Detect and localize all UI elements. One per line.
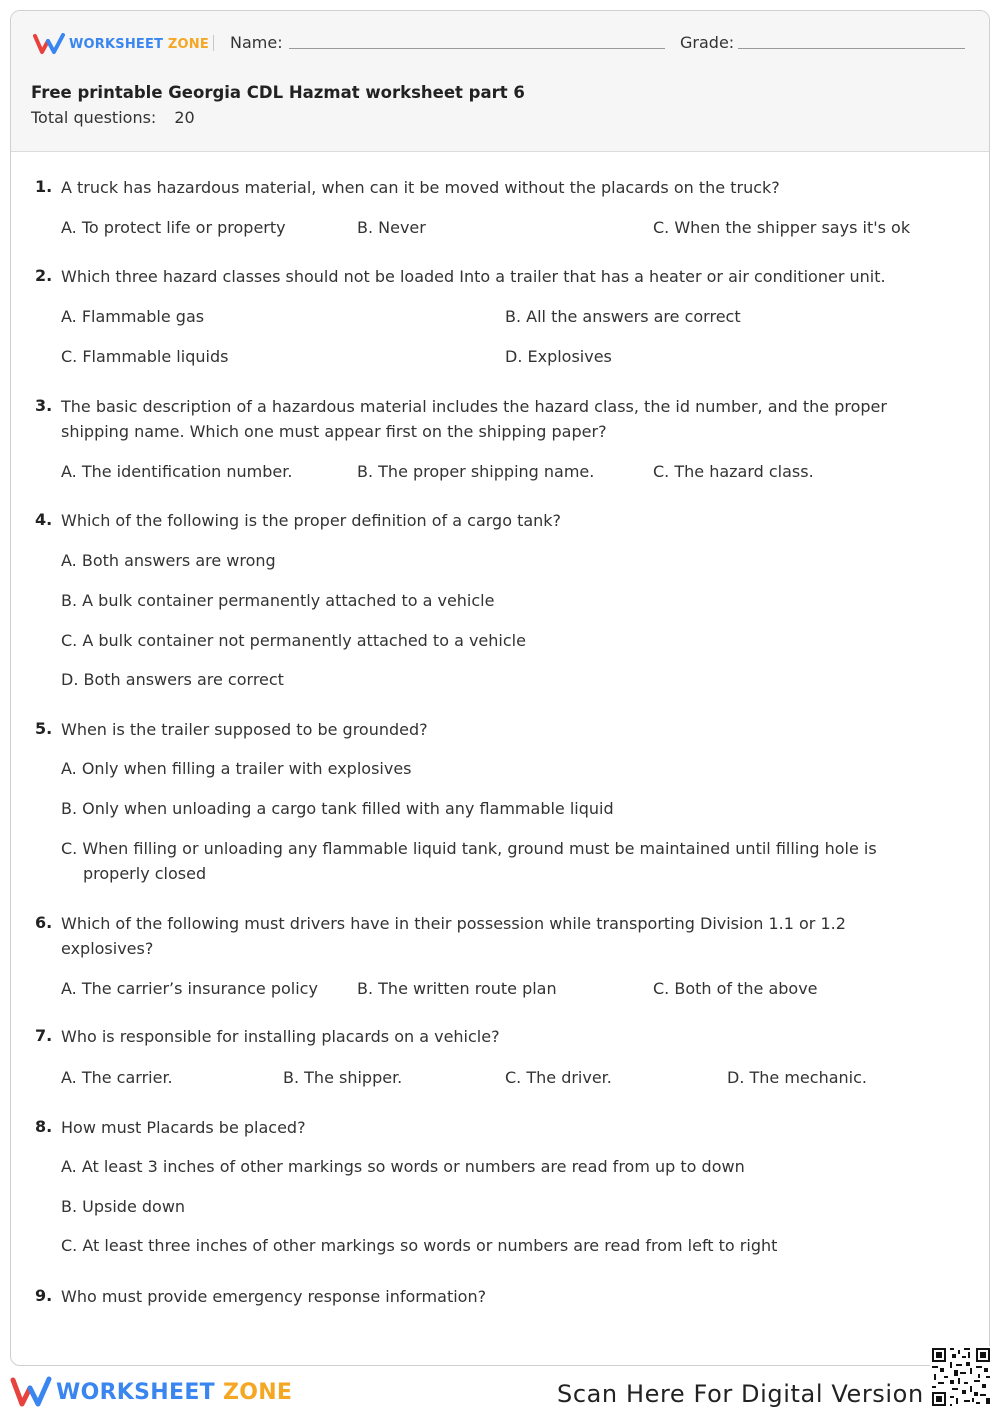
option[interactable]: B. A bulk container permanently attached to a vehicle (61, 591, 495, 610)
total-questions-value: 20 (174, 108, 195, 127)
question-text: Who must provide emergency response information? (61, 1287, 487, 1306)
brand-word-2: ZONE (167, 36, 209, 52)
question-number: 3. (35, 396, 53, 415)
grade-label: Grade: (680, 33, 735, 52)
question-number: 4. (35, 510, 53, 529)
footer-brand-word-1: WORKSHEET (56, 1379, 215, 1405)
footer-wordmark (56, 1380, 292, 1405)
worksheet-title: Free printable Georgia CDL Hazmat worksheet part 6 (31, 83, 525, 102)
footer-brand-word-2: ZONE (222, 1379, 293, 1405)
question-text: Which three hazard classes should not be loaded Into a trailer that has a heater or air conditioner unit. (61, 267, 886, 286)
question-text: When is the trailer supposed to be grounded? (61, 720, 428, 739)
question-text: Which of the following must drivers have in their possession while transporting Division 1.1 or 1.2 explosives? (61, 914, 846, 958)
option[interactable]: B. Only when unloading a cargo tank filled with any flammable liquid (61, 799, 614, 818)
worksheet-header (11, 11, 989, 152)
total-questions (31, 108, 195, 127)
question-number: 1. (35, 177, 53, 196)
grade-field-line[interactable] (738, 48, 965, 49)
option[interactable]: A. The carrier’s insurance policy (61, 979, 318, 998)
question-text: A truck has hazardous material, when can it be moved without the placards on the truck? (61, 178, 780, 197)
option[interactable]: A. Flammable gas (61, 307, 205, 326)
brand-word-1: WORKSHEET (69, 36, 164, 52)
qr-code-icon[interactable] (930, 1346, 992, 1408)
option[interactable]: B. The shipper. (283, 1068, 403, 1087)
option[interactable]: D. Both answers are correct (61, 670, 284, 689)
option[interactable]: C. A bulk container not permanently attached to a vehicle (61, 631, 526, 650)
option[interactable]: C. Flammable liquids (61, 347, 229, 366)
scan-caption: Scan Here For Digital Version (557, 1380, 924, 1408)
option[interactable]: A. To protect life or property (61, 218, 286, 237)
option[interactable]: D. The mechanic. (727, 1068, 867, 1087)
worksheet-sheet (10, 10, 990, 1366)
question-text: Who is responsible for installing placards on a vehicle? (61, 1027, 500, 1046)
option[interactable]: B. The proper shipping name. (357, 462, 595, 481)
option[interactable]: A. The carrier. (61, 1068, 173, 1087)
question-text: The basic description of a hazardous material includes the hazard class, the id number, and the proper shipping name. Which one must appear first on the shipping paper? (61, 397, 887, 441)
question-number: 8. (35, 1117, 53, 1136)
option[interactable]: C. Both of the above (653, 979, 818, 998)
question-number: 5. (35, 719, 53, 738)
question-text: Which of the following is the proper definition of a cargo tank? (61, 511, 562, 530)
option[interactable]: C. At least three inches of other markings so words or numbers are read from left to right (61, 1236, 778, 1255)
brand-w-icon (10, 1376, 52, 1408)
option[interactable]: C. The hazard class. (653, 462, 814, 481)
question-number: 9. (35, 1286, 53, 1305)
option[interactable]: C. The driver. (505, 1068, 612, 1087)
option[interactable]: A. At least 3 inches of other markings so words or numbers are read from up to down (61, 1157, 745, 1176)
brand-w-icon (33, 33, 65, 55)
brand-logo (33, 33, 209, 55)
option[interactable]: C. When the shipper says it's ok (653, 218, 911, 237)
brand-wordmark (69, 37, 209, 52)
question-number: 2. (35, 266, 53, 285)
option[interactable]: A. The identification number. (61, 462, 293, 481)
option[interactable]: C. When filling or unloading any flammable liquid tank, ground must be maintained until filling hole is properly closed (61, 839, 877, 883)
question-text: How must Placards be placed? (61, 1118, 306, 1137)
footer-brand-logo (10, 1376, 292, 1408)
name-label: Name: (230, 33, 283, 52)
option[interactable]: A. Only when filling a trailer with explosives (61, 759, 412, 778)
option[interactable]: B. Upside down (61, 1197, 186, 1216)
total-questions-label: Total questions: (31, 108, 157, 127)
question-number: 6. (35, 913, 53, 932)
option[interactable]: B. The written route plan (357, 979, 557, 998)
option[interactable]: B. Never (357, 218, 426, 237)
question-number: 7. (35, 1026, 53, 1045)
header-divider (213, 35, 214, 51)
option[interactable]: A. Both answers are wrong (61, 551, 276, 570)
option[interactable]: B. All the answers are correct (505, 307, 741, 326)
name-field-line[interactable] (289, 48, 665, 49)
option[interactable]: D. Explosives (505, 347, 612, 366)
